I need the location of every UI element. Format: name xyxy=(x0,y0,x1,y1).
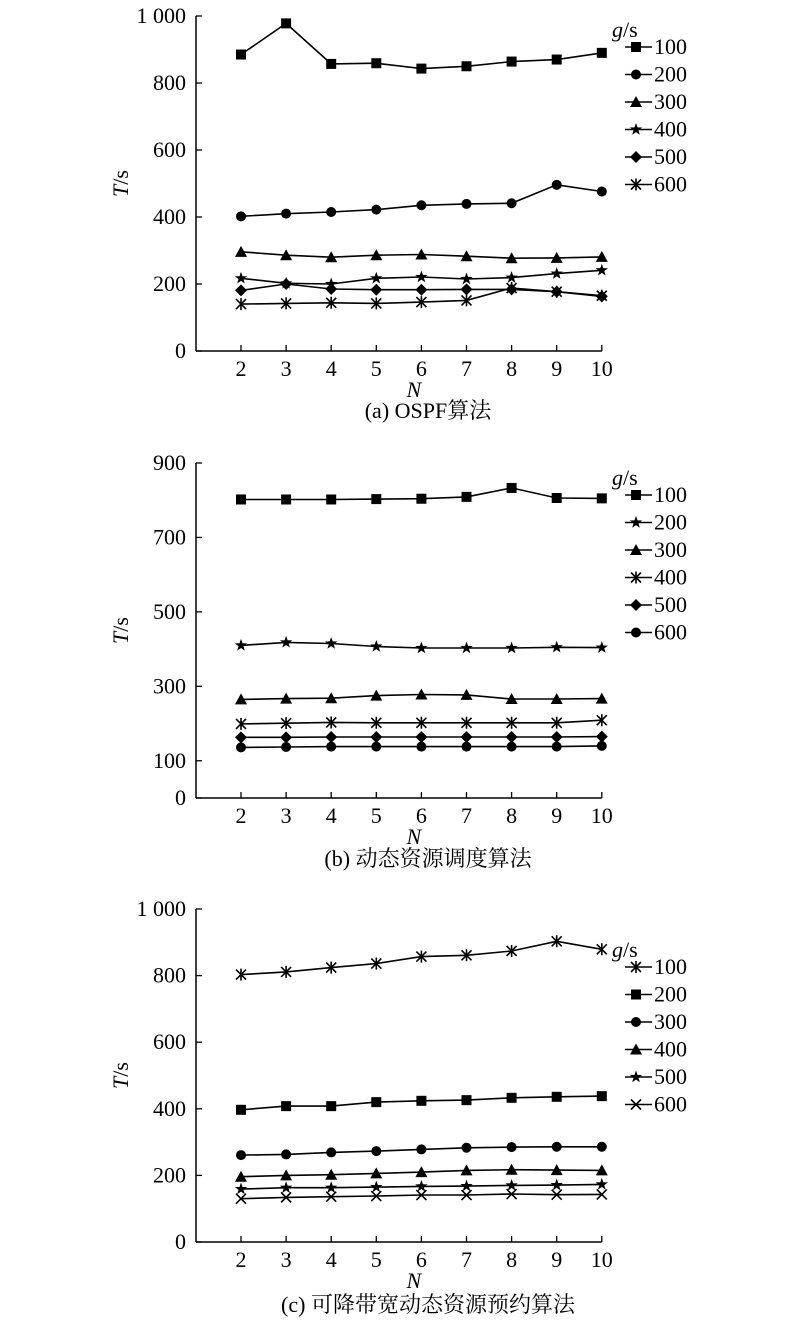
legend-entry: 500 xyxy=(654,1064,687,1089)
data-point xyxy=(552,180,562,190)
x-tick-label: 6 xyxy=(415,1247,427,1272)
series-200 xyxy=(236,180,607,221)
y-tick-label: 0 xyxy=(175,338,186,363)
data-point xyxy=(507,57,517,67)
data-point xyxy=(551,731,563,743)
data-point xyxy=(507,1093,517,1103)
y-tick-label: 0 xyxy=(175,1229,186,1254)
data-point xyxy=(235,284,247,296)
data-point xyxy=(326,1147,336,1157)
data-point xyxy=(281,1149,291,1159)
legend-entry: 400 xyxy=(654,116,687,142)
x-tick-label: 8 xyxy=(506,803,518,828)
data-point xyxy=(325,1181,337,1193)
data-point xyxy=(280,636,292,648)
data-point xyxy=(416,1144,426,1154)
data-point xyxy=(506,731,518,743)
data-point xyxy=(462,1095,472,1105)
data-point xyxy=(416,200,426,210)
series-200 xyxy=(236,1091,607,1115)
x-tick-label: 3 xyxy=(280,356,292,381)
y-tick-label: 600 xyxy=(153,137,186,162)
data-point xyxy=(370,284,382,296)
data-point xyxy=(235,639,247,651)
data-point xyxy=(281,494,291,504)
data-point xyxy=(236,1105,246,1115)
y-tick-label: 0 xyxy=(175,785,186,810)
legend-marker xyxy=(631,990,641,1000)
x-tick-label: 2 xyxy=(235,356,247,381)
x-tick-label: 8 xyxy=(506,1247,518,1272)
data-point xyxy=(235,731,247,743)
data-point xyxy=(597,741,607,751)
data-point xyxy=(236,211,246,221)
series-100 xyxy=(236,483,607,505)
data-point xyxy=(236,742,246,752)
legend-entry: 100 xyxy=(654,954,687,979)
legend-entry: 400 xyxy=(654,564,687,590)
data-point xyxy=(505,271,517,283)
x-axis-label: N xyxy=(406,824,422,849)
legend-title: g/s xyxy=(612,17,638,42)
data-point xyxy=(235,1183,247,1195)
chart-panel xyxy=(108,896,687,1317)
data-point xyxy=(462,61,472,71)
data-point xyxy=(597,493,607,503)
legend-entry: 600 xyxy=(654,171,687,197)
legend-entry: 100 xyxy=(654,482,687,507)
x-tick-label: 3 xyxy=(280,1247,292,1272)
data-point xyxy=(507,483,517,493)
data-point xyxy=(416,742,426,752)
y-axis-label: T/s xyxy=(108,170,133,197)
data-point xyxy=(281,18,291,28)
data-point xyxy=(325,731,337,743)
x-tick-label: 2 xyxy=(235,803,247,828)
data-point xyxy=(460,1180,472,1192)
data-point xyxy=(326,494,336,504)
legend-marker xyxy=(631,1017,641,1027)
data-point xyxy=(280,1181,292,1193)
legend-entry: 300 xyxy=(654,537,687,562)
legend-entry: 200 xyxy=(654,61,687,87)
data-point xyxy=(371,494,381,504)
legend-entry: 500 xyxy=(654,592,687,617)
data-point xyxy=(507,742,517,752)
legend-entry: 400 xyxy=(654,1036,687,1062)
legend-marker xyxy=(630,1071,642,1083)
legend xyxy=(612,17,687,197)
data-point xyxy=(416,494,426,504)
data-point xyxy=(461,731,473,743)
x-tick-label: 10 xyxy=(590,1247,613,1272)
data-point xyxy=(597,1091,607,1101)
x-tick-label: 10 xyxy=(590,356,613,381)
panel-caption: (b) 动态资源调度算法 xyxy=(324,846,532,871)
series-300 xyxy=(235,689,608,705)
data-point xyxy=(552,493,562,503)
series-600 xyxy=(236,741,607,752)
y-tick-label: 200 xyxy=(153,271,186,296)
data-point xyxy=(236,50,246,60)
data-point xyxy=(461,283,473,295)
data-point xyxy=(596,731,608,743)
legend-marker xyxy=(631,70,641,80)
legend-entry: 300 xyxy=(654,1009,687,1034)
x-tick-label: 4 xyxy=(325,803,337,828)
data-point xyxy=(597,1142,607,1152)
data-point xyxy=(326,1101,336,1111)
data-point xyxy=(326,742,336,752)
y-tick-label: 300 xyxy=(153,673,186,699)
legend-title: g/s xyxy=(612,465,638,490)
y-tick-label: 1 000 xyxy=(136,3,186,28)
data-point xyxy=(596,1178,608,1190)
y-tick-label: 800 xyxy=(153,962,186,988)
legend-title: g/s xyxy=(612,937,638,962)
y-tick-label: 200 xyxy=(153,1162,186,1188)
data-point xyxy=(551,267,563,279)
y-tick-label: 700 xyxy=(153,524,186,550)
x-tick-label: 7 xyxy=(461,356,472,381)
legend xyxy=(612,937,687,1117)
data-point xyxy=(460,641,472,653)
y-tick-label: 600 xyxy=(153,1029,186,1055)
legend-entry: 300 xyxy=(654,89,687,114)
panel-caption: (c) 可降带宽动态资源预约算法 xyxy=(281,1292,575,1317)
data-point xyxy=(552,55,562,65)
data-point xyxy=(416,64,426,74)
data-point xyxy=(325,637,337,649)
data-point xyxy=(552,742,562,752)
data-point xyxy=(460,272,472,284)
series-400 xyxy=(235,1164,608,1182)
data-point xyxy=(280,731,292,743)
legend-marker xyxy=(630,516,642,528)
data-point xyxy=(552,1092,562,1102)
data-point xyxy=(597,187,607,197)
data-point xyxy=(371,58,381,68)
data-point xyxy=(371,1097,381,1107)
data-point xyxy=(280,278,292,290)
data-point xyxy=(596,264,608,276)
x-tick-label: 5 xyxy=(370,356,382,381)
data-point xyxy=(370,731,382,743)
legend-entry: 100 xyxy=(654,34,687,59)
x-axis-label: N xyxy=(406,1268,422,1293)
data-point xyxy=(370,1181,382,1193)
y-tick-label: 400 xyxy=(153,204,186,229)
legend-entry: 600 xyxy=(654,1091,687,1117)
data-point xyxy=(326,59,336,69)
y-tick-label: 800 xyxy=(153,70,186,95)
x-tick-label: 9 xyxy=(551,356,563,381)
data-point xyxy=(505,641,517,653)
data-point xyxy=(415,284,427,296)
data-point xyxy=(462,1143,472,1153)
data-point xyxy=(236,494,246,504)
data-point xyxy=(597,48,607,58)
series-300 xyxy=(235,246,608,263)
data-point xyxy=(552,1142,562,1152)
x-axis-label: N xyxy=(406,377,422,402)
data-point xyxy=(507,198,517,208)
data-point xyxy=(415,641,427,653)
data-point xyxy=(416,1096,426,1106)
x-tick-label: 9 xyxy=(551,1247,563,1272)
x-tick-label: 7 xyxy=(461,803,472,828)
x-tick-label: 9 xyxy=(551,803,563,828)
data-point xyxy=(236,1150,246,1160)
x-tick-label: 6 xyxy=(415,356,427,381)
series-500 xyxy=(235,731,608,744)
y-axis-label: T/s xyxy=(108,617,133,644)
data-point xyxy=(281,742,291,752)
y-tick-label: 500 xyxy=(153,598,186,624)
series-400 xyxy=(236,714,607,730)
x-tick-label: 5 xyxy=(370,803,382,828)
x-tick-label: 7 xyxy=(461,1247,472,1272)
legend-marker xyxy=(631,490,641,500)
y-tick-label: 400 xyxy=(153,1095,186,1121)
y-tick-label: 900 xyxy=(153,450,186,475)
data-point xyxy=(325,283,337,295)
data-point xyxy=(370,640,382,652)
data-point xyxy=(551,1179,563,1191)
legend-entry: 600 xyxy=(654,619,687,645)
legend-entry: 200 xyxy=(654,509,687,535)
x-tick-label: 2 xyxy=(235,1247,247,1272)
series-600 xyxy=(236,1189,607,1204)
data-point xyxy=(326,207,336,217)
legend-entry: 500 xyxy=(654,144,687,169)
series-line xyxy=(241,23,602,68)
data-point xyxy=(371,1146,381,1156)
x-tick-label: 5 xyxy=(370,1247,382,1272)
chart-panel xyxy=(108,3,687,423)
legend-marker xyxy=(631,42,641,52)
series-200 xyxy=(235,636,608,653)
y-tick-label: 1 000 xyxy=(136,896,186,921)
x-tick-label: 3 xyxy=(280,803,292,828)
data-point xyxy=(370,272,382,284)
chart-panel xyxy=(108,450,687,871)
x-tick-label: 4 xyxy=(325,356,337,381)
x-tick-label: 6 xyxy=(415,803,427,828)
x-tick-label: 8 xyxy=(506,356,518,381)
data-point xyxy=(462,742,472,752)
data-point xyxy=(235,272,247,284)
data-point xyxy=(281,209,291,219)
data-point xyxy=(281,1101,291,1111)
legend-marker xyxy=(630,151,642,163)
data-point xyxy=(462,492,472,502)
series-100 xyxy=(236,935,607,980)
data-point xyxy=(371,205,381,215)
data-point xyxy=(551,641,563,653)
data-point xyxy=(596,641,608,653)
legend-entry: 200 xyxy=(654,981,687,1007)
x-tick-label: 4 xyxy=(325,1247,337,1272)
panel-caption: (a) OSPF算法 xyxy=(364,398,492,423)
data-point xyxy=(507,1142,517,1152)
legend xyxy=(612,465,687,645)
y-axis-label: T/s xyxy=(108,1062,133,1089)
series-300 xyxy=(236,1142,607,1160)
legend-marker xyxy=(630,599,642,611)
x-tick-label: 10 xyxy=(590,803,613,828)
data-point xyxy=(371,742,381,752)
legend-marker xyxy=(631,628,641,638)
data-point xyxy=(462,199,472,209)
data-point xyxy=(415,731,427,743)
data-point xyxy=(415,270,427,282)
legend-marker xyxy=(630,123,642,135)
series-100 xyxy=(236,18,607,73)
y-tick-label: 100 xyxy=(153,747,186,773)
